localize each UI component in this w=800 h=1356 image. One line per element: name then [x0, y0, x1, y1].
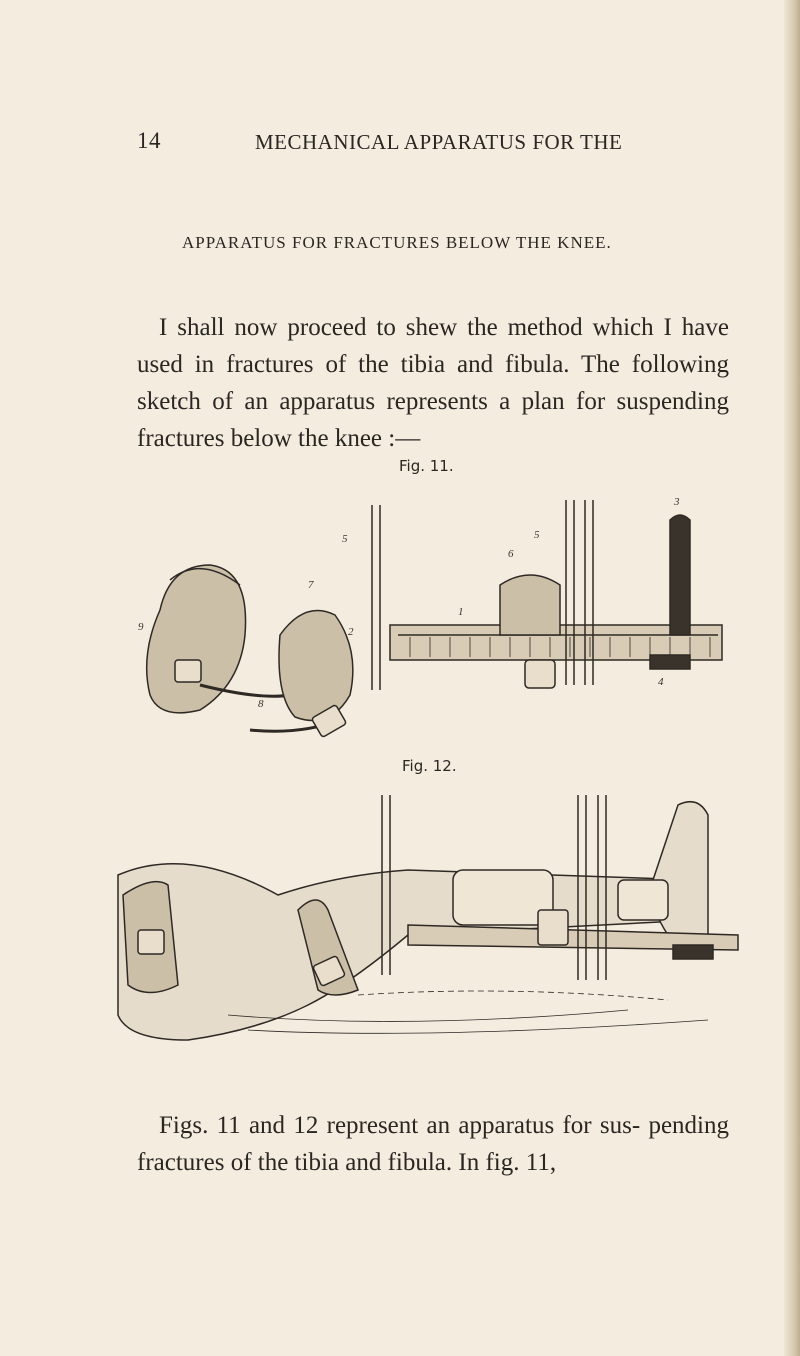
figure-12-illustration	[108, 785, 748, 1055]
part-label-8: 8	[258, 698, 264, 710]
part-label-1: 1	[458, 606, 464, 618]
part-label-5a: 5	[342, 533, 348, 545]
part-label-7: 7	[308, 579, 314, 591]
part-label-5b: 5	[534, 529, 540, 541]
figure-11-label: Fig. 11.	[399, 457, 454, 475]
part-label-9: 9	[138, 621, 144, 633]
part-label-3: 3	[674, 496, 680, 508]
part-label-4: 4	[658, 676, 664, 688]
paragraph-figs: Figs. 11 and 12 represent an apparatus for sus- pending fractures of the tibia and fibula. In fig. 11,	[137, 1112, 729, 1176]
part-label-2: 2	[348, 626, 354, 638]
running-title: MECHANICAL APPARATUS FOR THE	[255, 130, 623, 154]
page-number: 14	[137, 128, 161, 153]
part-label-6: 6	[508, 548, 514, 560]
section-title: APPARATUS FOR FRACTURES BELOW THE KNEE.	[182, 233, 612, 252]
figure-11-illustration	[130, 485, 730, 745]
paragraph-intro: I shall now proceed to shew the method which I have used in fractures of the tibia and fibula. The following sketch of an apparatus represents a plan for suspending fractures below the knee :—	[137, 314, 729, 452]
figure-12-label: Fig. 12.	[402, 757, 457, 775]
page-edge	[784, 0, 800, 1356]
